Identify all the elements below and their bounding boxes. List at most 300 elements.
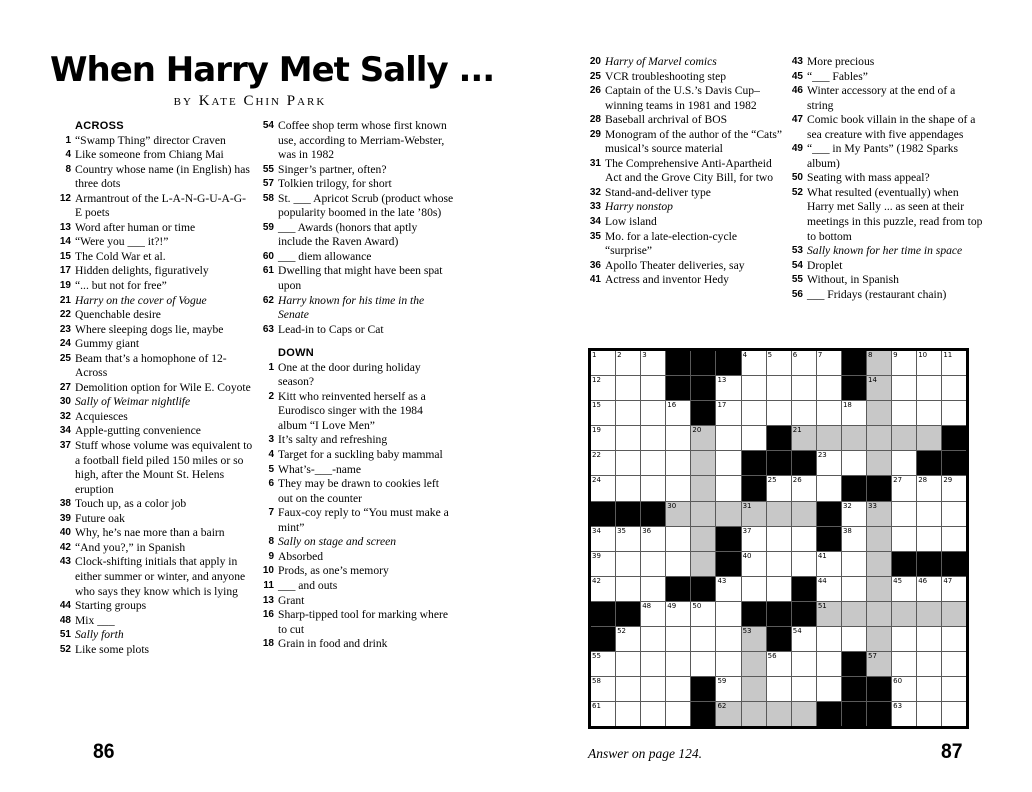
grid-cell-black — [691, 577, 715, 601]
grid-cell-black — [817, 527, 841, 551]
grid-cell[interactable] — [616, 527, 640, 551]
grid-cell[interactable] — [842, 401, 866, 425]
grid-cell[interactable] — [942, 677, 966, 701]
clue-number: 57 — [262, 178, 274, 190]
clue-number: 36 — [589, 259, 601, 271]
grid-cell[interactable] — [591, 476, 615, 500]
clue-column-down-2 — [585, 55, 783, 288]
clue-text: What resulted (eventually) when Harry met Sally ... as seen at their meetings in this puzzle, read from top to bottom — [807, 185, 983, 243]
clue-number: 5 — [268, 463, 274, 475]
clue — [585, 70, 783, 85]
clue-number: 56 — [791, 288, 803, 300]
clue-number: 52 — [59, 643, 71, 655]
grid-cell-shaded[interactable] — [867, 602, 891, 626]
grid-cell[interactable] — [792, 476, 816, 500]
grid-cell[interactable] — [842, 527, 866, 551]
grid-cell[interactable] — [942, 652, 966, 676]
grid-cell[interactable] — [641, 577, 665, 601]
grid-cell[interactable] — [591, 677, 615, 701]
grid-cell[interactable] — [892, 702, 916, 726]
grid-cell-black — [842, 351, 866, 375]
grid-cell[interactable] — [616, 552, 640, 576]
clue — [55, 148, 253, 163]
grid-cell[interactable] — [942, 376, 966, 400]
grid-cell-shaded[interactable] — [691, 552, 715, 576]
grid-cell[interactable] — [792, 401, 816, 425]
grid-cell[interactable] — [917, 376, 941, 400]
grid-cell[interactable] — [842, 502, 866, 526]
grid-cell[interactable] — [641, 627, 665, 651]
clue-number: 35 — [589, 230, 601, 242]
grid-cell-shaded[interactable] — [842, 426, 866, 450]
clue-number: 45 — [791, 70, 803, 82]
grid-cell[interactable] — [892, 677, 916, 701]
clue-number: 50 — [791, 172, 803, 184]
clue-text: St. ___ Apricot Scrub (product whose popularity boomed in the late ’80s) — [278, 191, 454, 220]
grid-cell-shaded[interactable] — [792, 502, 816, 526]
grid-cell-shaded[interactable] — [867, 502, 891, 526]
grid-cell[interactable] — [917, 351, 941, 375]
clue-text: “And you?,” in Spanish — [75, 540, 186, 554]
grid-cell[interactable] — [616, 426, 640, 450]
clue-number: 26 — [589, 85, 601, 97]
cell-number: 59 — [717, 677, 727, 686]
grid-cell[interactable] — [767, 376, 791, 400]
grid-cell-black — [842, 677, 866, 701]
clue-list-header: ACROSS — [75, 120, 124, 132]
grid-cell[interactable] — [591, 401, 615, 425]
grid-cell[interactable] — [716, 602, 740, 626]
clue-text: Beam that’s a homophone of 12-Across — [75, 351, 227, 380]
cell-number: 38 — [842, 526, 852, 535]
clue-text: Apple-gutting convenience — [75, 424, 201, 438]
grid-cell[interactable] — [917, 527, 941, 551]
grid-cell[interactable] — [666, 677, 690, 701]
grid-cell[interactable] — [641, 426, 665, 450]
grid-cell-shaded[interactable] — [742, 702, 766, 726]
grid-cell[interactable] — [591, 351, 615, 375]
puzzle-title: When Harry Met Sally ... — [50, 50, 495, 90]
clue — [585, 259, 783, 274]
grid-cell[interactable] — [917, 702, 941, 726]
grid-cell-black — [616, 602, 640, 626]
grid-cell-shaded[interactable] — [767, 702, 791, 726]
grid-cell[interactable] — [817, 451, 841, 475]
grid-cell[interactable] — [817, 577, 841, 601]
grid-cell-shaded[interactable] — [691, 451, 715, 475]
grid-cell[interactable] — [792, 351, 816, 375]
grid-cell[interactable] — [666, 527, 690, 551]
clue — [787, 70, 983, 85]
cell-number: 48 — [642, 601, 652, 610]
cell-number: 16 — [667, 401, 677, 410]
grid-cell[interactable] — [942, 627, 966, 651]
clue-number: 34 — [59, 425, 71, 437]
clue-text: Where sleeping dogs lie, maybe — [75, 322, 224, 336]
cell-number: 53 — [742, 627, 752, 636]
grid-cell-black — [842, 376, 866, 400]
grid-cell-shaded[interactable] — [742, 652, 766, 676]
grid-cell[interactable] — [917, 677, 941, 701]
grid-cell[interactable] — [591, 552, 615, 576]
grid-cell[interactable] — [892, 376, 916, 400]
grid-cell[interactable] — [942, 476, 966, 500]
grid-cell[interactable] — [591, 451, 615, 475]
cell-number: 13 — [717, 376, 727, 385]
clue-text: Gummy giant — [75, 337, 140, 351]
grid-cell[interactable] — [767, 652, 791, 676]
grid-cell[interactable] — [742, 376, 766, 400]
grid-cell[interactable] — [742, 527, 766, 551]
clue — [258, 637, 454, 652]
grid-cell-shaded[interactable] — [867, 451, 891, 475]
clue — [258, 192, 454, 221]
grid-cell[interactable] — [767, 577, 791, 601]
clue — [787, 186, 983, 244]
grid-cell[interactable] — [591, 702, 615, 726]
grid-cell[interactable] — [666, 401, 690, 425]
grid-cell-shaded[interactable] — [742, 677, 766, 701]
clue-text: Harry of Marvel comics — [605, 55, 717, 68]
grid-cell[interactable] — [691, 627, 715, 651]
cell-number: 9 — [893, 351, 898, 359]
grid-cell[interactable] — [666, 451, 690, 475]
grid-cell[interactable] — [767, 351, 791, 375]
grid-cell[interactable] — [716, 451, 740, 475]
grid-cell[interactable] — [716, 577, 740, 601]
grid-cell[interactable] — [767, 401, 791, 425]
grid-cell[interactable] — [767, 476, 791, 500]
grid-cell-shaded[interactable] — [867, 527, 891, 551]
grid-cell[interactable] — [591, 577, 615, 601]
cell-number: 11 — [943, 351, 953, 359]
grid-cell[interactable] — [641, 476, 665, 500]
cell-number: 10 — [918, 351, 928, 359]
clue-text: Stuff whose volume was equivalent to a football field piled 150 miles or so high, after the Mount St. Helens eruption — [75, 439, 253, 496]
grid-cell[interactable] — [616, 351, 640, 375]
grid-cell[interactable] — [817, 401, 841, 425]
clue-text: Harry on the cover of Vogue — [75, 293, 207, 307]
grid-cell-shaded[interactable] — [867, 577, 891, 601]
grid-cell[interactable] — [591, 652, 615, 676]
grid-cell-shaded[interactable] — [666, 502, 690, 526]
clue-number: 54 — [262, 120, 274, 131]
grid-cell[interactable] — [817, 376, 841, 400]
grid-cell-shaded[interactable] — [817, 602, 841, 626]
grid-cell-shaded[interactable] — [742, 627, 766, 651]
grid-cell-black — [867, 702, 891, 726]
clue — [55, 308, 253, 323]
grid-cell-shaded[interactable] — [917, 602, 941, 626]
grid-cell[interactable] — [767, 552, 791, 576]
grid-cell[interactable] — [616, 451, 640, 475]
clue-number: 16 — [262, 609, 274, 621]
grid-cell[interactable] — [691, 602, 715, 626]
grid-cell[interactable] — [917, 476, 941, 500]
clue-text: Faux-coy reply to “You must make a mint” — [278, 506, 449, 534]
clue-text: Touch up, as a color job — [75, 497, 187, 511]
grid-cell[interactable] — [842, 627, 866, 651]
grid-cell[interactable] — [616, 476, 640, 500]
grid-cell[interactable] — [616, 401, 640, 425]
grid-cell[interactable] — [892, 401, 916, 425]
cell-number: 58 — [592, 677, 601, 686]
grid-cell[interactable] — [892, 351, 916, 375]
grid-cell-black — [792, 577, 816, 601]
clue — [258, 477, 454, 506]
clue-text: ___ Awards (honors that aptly include the Raven Award) — [278, 220, 418, 249]
cell-number: 15 — [592, 401, 601, 410]
cell-number: 56 — [767, 652, 777, 661]
grid-cell[interactable] — [792, 552, 816, 576]
grid-cell[interactable] — [641, 652, 665, 676]
cell-number: 43 — [717, 576, 727, 585]
grid-cell-shaded[interactable] — [817, 426, 841, 450]
grid-cell[interactable] — [917, 401, 941, 425]
grid-cell-black — [867, 677, 891, 701]
clue — [258, 506, 454, 535]
grid-cell[interactable] — [892, 527, 916, 551]
grid-cell[interactable] — [691, 652, 715, 676]
clue — [258, 221, 454, 250]
cell-number: 23 — [817, 451, 827, 460]
clue-text: One at the door during holiday season? — [278, 360, 421, 389]
clue-number: 43 — [59, 556, 71, 568]
grid-cell[interactable] — [616, 376, 640, 400]
clue-number: 40 — [59, 527, 71, 539]
grid-cell[interactable] — [641, 677, 665, 701]
clue-number: 19 — [59, 280, 71, 292]
grid-cell-shaded[interactable] — [792, 426, 816, 450]
clue-column-across-1 — [55, 119, 253, 657]
grid-cell[interactable] — [742, 351, 766, 375]
grid-cell-shaded[interactable] — [942, 602, 966, 626]
grid-cell[interactable] — [942, 577, 966, 601]
clue-text: Grant — [278, 593, 305, 607]
grid-cell[interactable] — [641, 451, 665, 475]
grid-cell[interactable] — [817, 677, 841, 701]
clue-text: Kitt who reinvented herself as a Eurodisco singer with the 1984 album “I Love Men” — [278, 389, 426, 432]
grid-cell-shaded[interactable] — [691, 476, 715, 500]
grid-cell[interactable] — [767, 677, 791, 701]
clue-text: Hidden delights, figuratively — [75, 264, 209, 278]
grid-cell[interactable] — [666, 476, 690, 500]
grid-cell-shaded[interactable] — [767, 502, 791, 526]
grid-cell[interactable] — [792, 527, 816, 551]
grid-cell[interactable] — [842, 577, 866, 601]
grid-cell[interactable] — [591, 376, 615, 400]
grid-cell[interactable] — [641, 702, 665, 726]
clue-text: Tolkien trilogy, for short — [278, 177, 392, 191]
grid-cell[interactable] — [616, 677, 640, 701]
clue-number: 53 — [791, 245, 803, 257]
clue — [258, 177, 454, 192]
grid-cell[interactable] — [716, 376, 740, 400]
grid-cell[interactable] — [917, 652, 941, 676]
grid-cell[interactable] — [792, 376, 816, 400]
cell-number: 46 — [918, 576, 928, 585]
clue-text: Sally forth — [75, 628, 124, 642]
grid-cell[interactable] — [591, 426, 615, 450]
grid-cell[interactable] — [817, 476, 841, 500]
clue — [55, 541, 253, 556]
grid-cell-black — [767, 426, 791, 450]
clue-number: 32 — [59, 410, 71, 422]
grid-cell-shaded[interactable] — [691, 502, 715, 526]
clue-text: Harry nonstop — [605, 200, 673, 214]
grid-cell-shaded[interactable] — [867, 401, 891, 425]
clue-text: It’s salty and refreshing — [278, 433, 388, 447]
clue-text: Mo. for a late-election-cycle “surprise” — [605, 229, 737, 258]
grid-cell[interactable] — [666, 652, 690, 676]
grid-cell[interactable] — [892, 627, 916, 651]
grid-cell-black — [792, 602, 816, 626]
grid-cell-shaded[interactable] — [892, 602, 916, 626]
grid-cell[interactable] — [641, 401, 665, 425]
cell-number: 33 — [868, 501, 877, 510]
cell-number: 24 — [592, 476, 601, 485]
grid-cell[interactable] — [817, 552, 841, 576]
grid-cell-shaded[interactable] — [867, 376, 891, 400]
grid-cell-shaded[interactable] — [892, 426, 916, 450]
grid-cell[interactable] — [842, 451, 866, 475]
grid-cell[interactable] — [716, 426, 740, 450]
grid-cell[interactable] — [742, 401, 766, 425]
grid-cell[interactable] — [591, 527, 615, 551]
grid-cell[interactable] — [666, 426, 690, 450]
grid-cell-black — [942, 426, 966, 450]
grid-cell-shaded[interactable] — [867, 552, 891, 576]
grid-cell[interactable] — [817, 652, 841, 676]
clue-text: VCR troubleshooting step — [605, 69, 727, 83]
clue-number: 27 — [59, 381, 71, 393]
grid-cell[interactable] — [917, 577, 941, 601]
clue — [55, 163, 253, 192]
clue-number: 14 — [59, 236, 71, 248]
grid-cell-shaded[interactable] — [917, 426, 941, 450]
clue-text: Country whose name (in English) has three dots — [75, 162, 250, 191]
cell-number: 19 — [592, 426, 601, 435]
clue — [585, 128, 783, 157]
clue-text: Sally known for her time in space — [807, 244, 963, 258]
clue — [258, 163, 454, 178]
grid-cell[interactable] — [616, 702, 640, 726]
clue-number: 43 — [791, 56, 803, 67]
grid-cell[interactable] — [817, 351, 841, 375]
grid-cell[interactable] — [742, 426, 766, 450]
grid-cell[interactable] — [817, 627, 841, 651]
cell-number: 39 — [592, 551, 601, 560]
clue — [258, 390, 454, 434]
clue-number: 11 — [263, 579, 274, 591]
grid-cell-shaded[interactable] — [867, 426, 891, 450]
clue-number: 61 — [262, 265, 274, 277]
grid-cell[interactable] — [792, 677, 816, 701]
grid-cell[interactable] — [716, 476, 740, 500]
clue-number: 63 — [262, 323, 274, 335]
grid-cell[interactable] — [792, 627, 816, 651]
clue-number: 23 — [59, 323, 71, 335]
clue-text: Coffee shop term whose first known use, according to Merriam-Webster, was in 1982 — [278, 119, 447, 162]
grid-cell[interactable] — [842, 552, 866, 576]
cell-number: 18 — [842, 401, 852, 410]
clue-number: 24 — [59, 338, 71, 350]
grid-cell[interactable] — [942, 527, 966, 551]
grid-cell-shaded[interactable] — [691, 527, 715, 551]
grid-cell[interactable] — [641, 552, 665, 576]
grid-cell[interactable] — [942, 351, 966, 375]
grid-cell[interactable] — [792, 652, 816, 676]
grid-cell[interactable] — [616, 577, 640, 601]
cell-number: 44 — [817, 576, 827, 585]
grid-cell[interactable] — [641, 527, 665, 551]
cell-number: 17 — [717, 401, 727, 410]
grid-cell[interactable] — [917, 502, 941, 526]
clue-number: 1 — [268, 361, 274, 373]
grid-cell-shaded[interactable] — [716, 702, 740, 726]
grid-cell[interactable] — [666, 552, 690, 576]
grid-cell-shaded[interactable] — [716, 502, 740, 526]
grid-cell[interactable] — [641, 602, 665, 626]
grid-cell[interactable] — [666, 702, 690, 726]
grid-cell[interactable] — [641, 376, 665, 400]
clue-text: Apollo Theater deliveries, say — [605, 258, 745, 272]
grid-cell-shaded[interactable] — [742, 502, 766, 526]
grid-cell[interactable] — [892, 476, 916, 500]
grid-cell[interactable] — [942, 401, 966, 425]
clue-number: 21 — [59, 294, 71, 306]
grid-cell[interactable] — [666, 627, 690, 651]
grid-cell[interactable] — [892, 451, 916, 475]
grid-cell-shaded[interactable] — [691, 426, 715, 450]
grid-cell[interactable] — [892, 577, 916, 601]
grid-cell[interactable] — [616, 627, 640, 651]
clue-number: 22 — [59, 309, 71, 321]
grid-cell[interactable] — [892, 502, 916, 526]
grid-cell[interactable] — [716, 677, 740, 701]
grid-cell[interactable] — [917, 627, 941, 651]
grid-cell[interactable] — [641, 351, 665, 375]
grid-cell[interactable] — [942, 502, 966, 526]
grid-cell[interactable] — [616, 652, 640, 676]
clue-text: Prods, as one’s memory — [278, 564, 389, 578]
clue-number: 13 — [262, 594, 274, 606]
clue — [585, 84, 783, 113]
grid-cell-shaded[interactable] — [867, 351, 891, 375]
grid-cell[interactable] — [742, 552, 766, 576]
grid-cell[interactable] — [892, 652, 916, 676]
grid-cell[interactable] — [716, 627, 740, 651]
clue — [585, 200, 783, 215]
clue-number: 55 — [262, 163, 274, 175]
clue — [55, 395, 253, 410]
grid-cell[interactable] — [666, 602, 690, 626]
grid-cell[interactable] — [716, 652, 740, 676]
grid-cell[interactable] — [942, 702, 966, 726]
clue — [258, 550, 454, 565]
grid-cell-shaded[interactable] — [867, 627, 891, 651]
grid-cell[interactable] — [742, 577, 766, 601]
grid-cell[interactable] — [716, 401, 740, 425]
clue-number: 28 — [589, 114, 601, 126]
grid-cell-black — [716, 351, 740, 375]
grid-cell-black — [892, 552, 916, 576]
grid-cell-shaded[interactable] — [792, 702, 816, 726]
grid-cell[interactable] — [767, 527, 791, 551]
grid-cell-shaded[interactable] — [842, 602, 866, 626]
cell-number: 25 — [767, 476, 777, 485]
grid-cell-shaded[interactable] — [867, 652, 891, 676]
